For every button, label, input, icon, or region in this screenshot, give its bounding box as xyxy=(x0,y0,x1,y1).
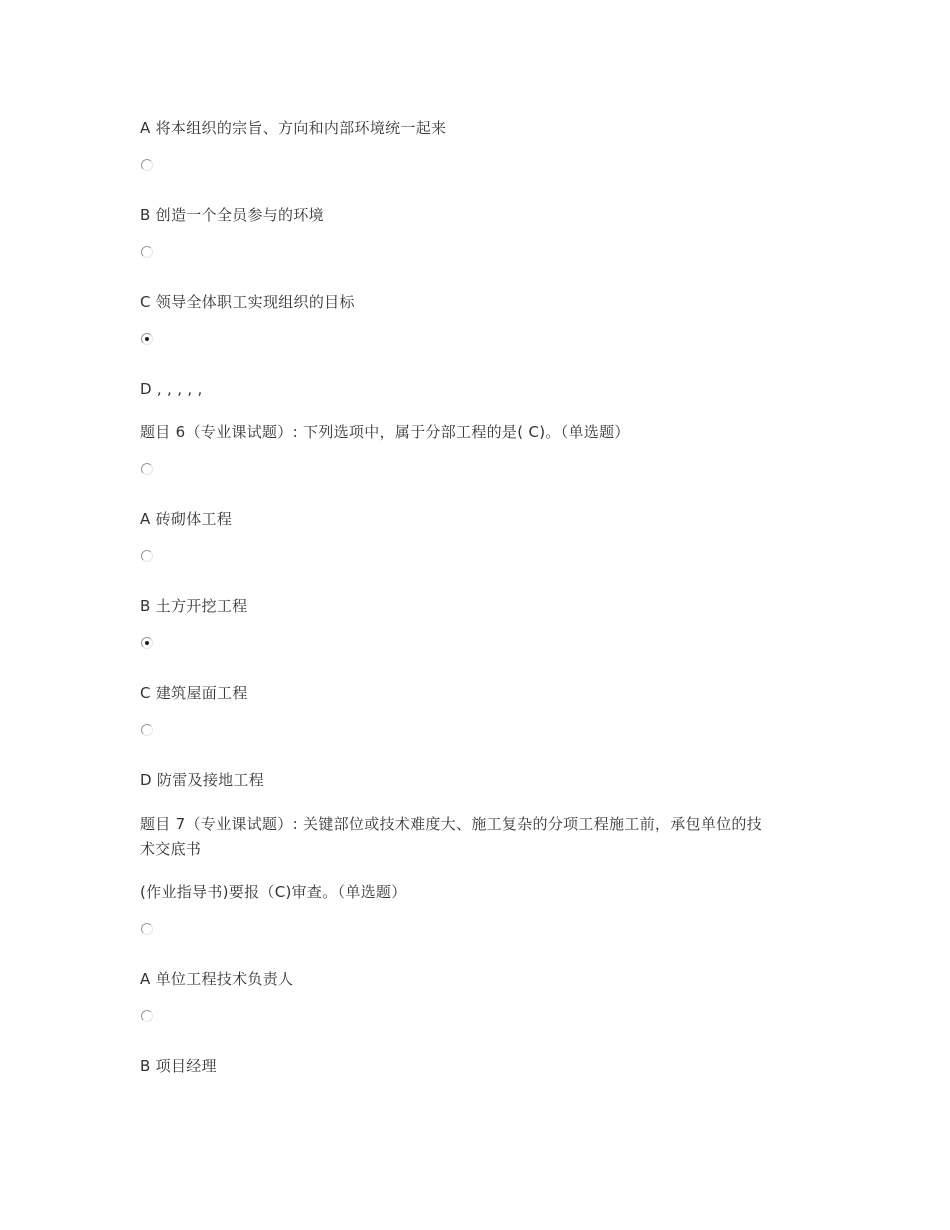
option-text: A 砖砌体工程 xyxy=(140,510,233,528)
radio-button[interactable] xyxy=(141,159,153,171)
option-text: B 土方开挖工程 xyxy=(140,597,248,615)
question-text: 术交底书 xyxy=(140,840,202,858)
option-text: D 防雷及接地工程 xyxy=(140,771,265,789)
radio-button[interactable] xyxy=(141,463,153,475)
question-text: (作业指导书)要报（C)审查。（单选题） xyxy=(140,883,407,901)
option-text: A 单位工程技术负责人 xyxy=(140,970,294,988)
radio-button[interactable] xyxy=(141,246,153,258)
option-text: C 领导全体职工实现组织的目标 xyxy=(140,293,355,311)
radio-button[interactable] xyxy=(141,1010,153,1022)
option-text: A 将本组织的宗旨、方向和内部环境统一起来 xyxy=(140,119,447,137)
question-text: 题目 7（专业课试题）: 关键部位或技术难度大、施工复杂的分项工程施工前，承包单位的技 xyxy=(140,815,763,833)
radio-button[interactable] xyxy=(141,724,153,736)
question-text: 题目 6（专业课试题）: 下列选项中，属于分部工程的是( C)。（单选题） xyxy=(140,423,630,441)
option-text: C 建筑屋面工程 xyxy=(140,684,248,702)
radio-button[interactable] xyxy=(141,550,153,562)
option-text: D , , , , , xyxy=(140,380,203,398)
radio-button[interactable] xyxy=(141,923,153,935)
option-text: B 项目经理 xyxy=(140,1057,217,1075)
radio-button[interactable] xyxy=(141,637,153,649)
radio-button[interactable] xyxy=(141,333,153,345)
option-text: B 创造一个全员参与的环境 xyxy=(140,206,324,224)
